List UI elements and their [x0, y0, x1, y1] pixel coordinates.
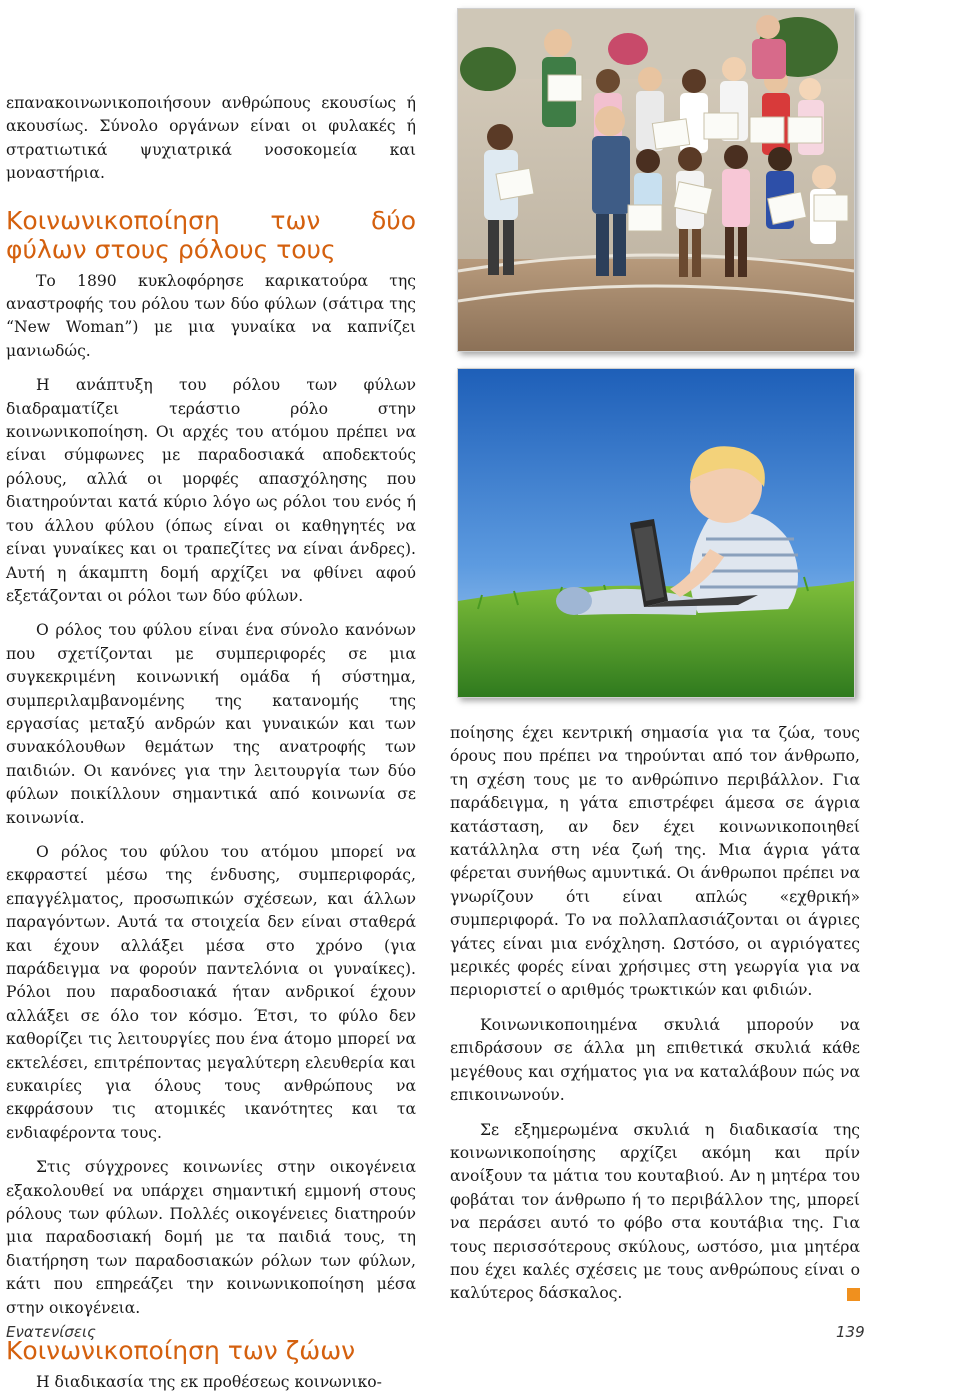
paragraph-last	[450, 1119, 860, 1306]
paragraph: Στις σύγχρονες κοινωνίες στην οικογένεια εξακολουθεί να υπάρχει σημαντική εμμονή στους ρόλους των φύλων. Πολλές οικογένειες διατηρούν μια παραδοσιακή δομή με τα παιδιά τους, τη διατήρηση των παραδοσιακών ρόλων των φύλων, κάτι που επηρεάζει την κοινωνικοποίηση μέσα στην οικογένεια.	[6, 1158, 416, 1317]
intro-paragraph: επανακοινωνικοποιήσουν ανθρώπους εκουσίως ή ακουσίως. Σύνολο οργάνων είναι οι φυλακές ή στρατιωτικά ψυχιατρικά νοσοκομεία και μοναστήρια.	[6, 94, 416, 183]
paragraph: Ο ρόλος του φύλου του ατόμου μπορεί να εκφραστεί μέσω της ένδυσης, συμπεριφοράς, επαγγέλματος, προσωπικών σχέσεων, και άλλων παραγόντων. Αυτά τα στοιχεία δεν είναι σταθερά και έχουν αλλάξει μέσα στο χρόνο (για παράδειγμα να φορούν παντελόνια οι γυναίκες). Ρόλοι που παραδοσιακά ήταν ανδρικοί έχουν αλλάξει σε όλο τον κόσμο. Έτσι, το φύλο δεν καθορίζει τις λειτουργίες που ένα άτομο μπορεί να εκτελέσει, επιτρέποντας μεγαλύτερη ελευθερία και ευκαιρίες για όλους τους ανθρώπους να εκφράσουν τις ατομικές ικανότητες και τα ενδιαφέροντα τους.	[6, 842, 416, 1142]
paragraph: Η ανάπτυξη του ρόλου των φύλων διαδραματίζει τεράστιο ρόλο στην κοινωνικοποίηση. Οι αρχές του ατόμου πρέπει να είναι σύμφωνες με παραδοσιακά αποδεκτούς ρόλους, αλλά οι μορφές απασχόλησης που διατηρούνται κατά κύριο λόγο ως ρόλοι του ενός ή του άλλου φύλου (όπως είναι οι καθηγητές να είναι γυναίκες και οι τραπεζίτες να είναι άνδρες). Αυτή η άκαμπτη δομή αρχίζει να φθίνει αφού εξετάζονται οι ρόλοι των δύο φύλων.	[6, 376, 416, 605]
article-end-square-icon	[847, 1288, 860, 1301]
section-heading-gender: Κοινωνικοποίηση των δύο φύλων στους ρόλους τους	[6, 205, 416, 264]
toddler-laptop-photo	[457, 368, 855, 698]
paragraph-text: Σε εξημερωμένα σκυλιά η διαδικασία της κοινωνικοποίησης αρχίζει ακόμη και πρίν ανοίξουν τα μάτια του κουταβιού. Αν η μητέρα του φοβάται τον άνθρωπο ή το περιβάλλον της, μπορεί να περάσει αυτό το φόβο στα κουτάβια της. Για τους περισσότερους σκύλους, ωστόσο, μια μητέρα που έχει καλές σχέσεις με τους ανθρώπους είναι ο καλύτερος δάσκαλος.	[450, 1120, 860, 1303]
paragraph: Ο ρόλος του φύλου είναι ένα σύνολο κανόνων που σχετίζονται με συμπεριφορές σε μια συγκεκριμένη κοινωνική ομάδα ή σύστημα, συμπεριλαμβανομένης της κατανομής της εργασίας μεταξύ ανδρών και γυναικών και των συνακόλουθων θεμάτων της ανατροφής των παιδιών. Οι κανόνες για την λειτουργία των δύο φύλων ποικίλλουν σημαντικά από κοινωνία σε κοινωνία.	[6, 621, 416, 827]
paragraph: Κοινωνικοποιημένα σκυλιά μπορούν να επιδράσουν σε άλλα μη επιθετικά σκυλιά κάθε μεγέθους και σχήματος για να καταλάβουν πώς να επικοινωνούν.	[450, 1015, 860, 1105]
paragraph: Το 1890 κυκλοφόρησε καρικατούρα της αναστροφής του ρόλου των δύο φύλων (σάτιρα της “New Woman”) με μια γυναίκα να καπνίζει μανιωδώς.	[6, 271, 416, 360]
page-number: 139	[836, 1323, 865, 1341]
children-certificates-photo	[457, 8, 855, 352]
magazine-name: Ενατενίσεις	[6, 1323, 96, 1341]
right-column	[450, 722, 860, 1306]
left-column	[6, 92, 416, 1395]
paragraph: ποίησης έχει κεντρική σημασία για τα ζώα, τους όρους που πρέπει να τηρούνται από τον άνθρωπο, τη σχέση τους με το ανθρώπινο περιβάλλον. Για παράδειγμα, η γάτα επιστρέφει άμεσα σε άγρια κατάσταση, αν δεν έχει κοινωνικοποιηθεί κατάλληλα στη νέα ζωή της. Μια άγρια γάτα φέρεται συνήθως αμυντικά. Οι άνθρωποι πρέπει να γνωρίζουν ότι είναι απλώς «εχθρική» συμπεριφορά. Το να πολλαπλασιάζονται οι άγριες γάτες είναι μια ενόχληση. Ωστόσο, οι αγριόγατες μερικές φορές είναι χρήσιμες στη γεωργία για να περιοριστεί ο αριθμός τρωκτικών και φιδιών.	[450, 724, 860, 1000]
paragraph: Η διαδικασία της εκ προθέσεως κοινωνικο-	[36, 1373, 382, 1392]
section-heading-animals: Κοινωνικοποίηση των ζώων	[6, 1336, 356, 1366]
